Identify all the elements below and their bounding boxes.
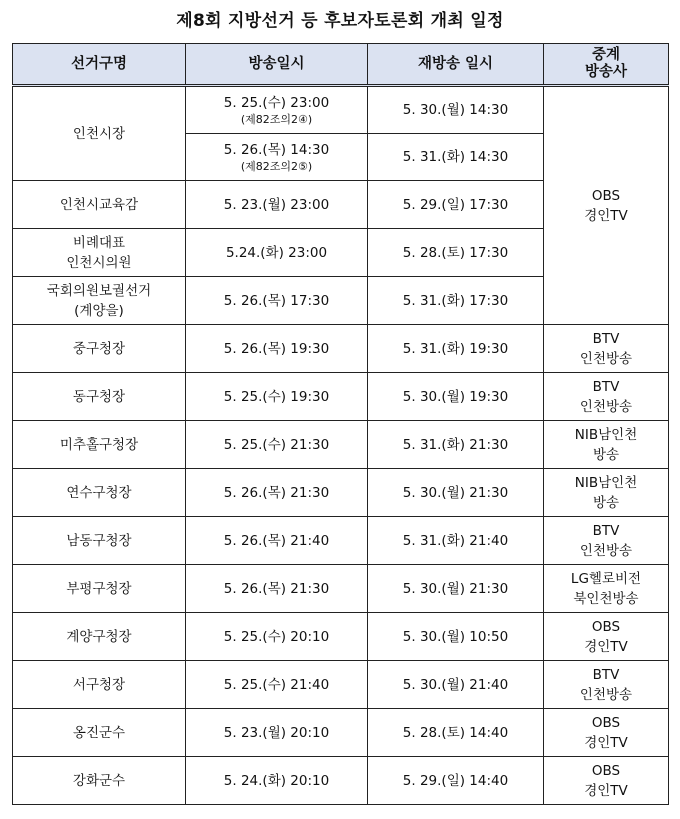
broadcaster <box>544 661 669 709</box>
broadcast-time-text: 5. 26.(목) 14:30 <box>223 142 330 158</box>
broadcast-time: 5.24.(화) 23:00 <box>186 229 368 277</box>
broadcast-time: 5. 26.(목) 21:40 <box>186 517 368 565</box>
rebroadcast-time: 5. 31.(화) 19:30 <box>368 325 544 373</box>
broadcaster-line1: BTV <box>592 522 620 539</box>
broadcaster <box>544 421 669 469</box>
election-name-line2: 인천시의원 <box>66 254 132 271</box>
broadcast-time: 5. 25.(수) 21:30 <box>186 421 368 469</box>
broadcast-time: 5. 25.(수) 20:10 <box>186 613 368 661</box>
header-election: 선거구명 <box>13 44 186 86</box>
broadcaster-line2: 경인TV <box>584 734 628 751</box>
broadcast-time: 5. 26.(목) 21:30 <box>186 565 368 613</box>
table-row <box>13 709 669 757</box>
election-name: 연수구청장 <box>13 469 186 517</box>
election-name: 남동구청장 <box>13 517 186 565</box>
rebroadcast-time: 5. 30.(월) 10:50 <box>368 613 544 661</box>
table-row <box>13 565 669 613</box>
rebroadcast-time: 5. 31.(화) 17:30 <box>368 277 544 325</box>
table-row <box>13 661 669 709</box>
rebroadcast-time: 5. 30.(월) 19:30 <box>368 373 544 421</box>
rebroadcast-time: 5. 31.(화) 21:30 <box>368 421 544 469</box>
election-name: 동구청장 <box>13 373 186 421</box>
broadcaster <box>544 565 669 613</box>
broadcast-note: (제82조의2④) <box>240 113 313 126</box>
broadcaster <box>544 469 669 517</box>
broadcast-time: 5. 24.(화) 20:10 <box>186 757 368 805</box>
election-name: 미추홀구청장 <box>13 421 186 469</box>
broadcaster <box>544 709 669 757</box>
broadcast-note: (제82조의2⑤) <box>240 160 313 173</box>
rebroadcast-time: 5. 29.(일) 17:30 <box>368 181 544 229</box>
election-name: 계양구청장 <box>13 613 186 661</box>
table-row <box>13 325 669 373</box>
table-row <box>13 517 669 565</box>
rebroadcast-time: 5. 30.(월) 21:30 <box>368 565 544 613</box>
header-row <box>13 44 669 86</box>
broadcaster-line1: NIB남인천 <box>574 426 638 443</box>
header-broadcaster-line2: 방송사 <box>584 64 628 80</box>
broadcast-time: 5. 23.(월) 23:00 <box>186 181 368 229</box>
broadcaster-line1: OBS <box>591 762 621 779</box>
election-name-line1: 비례대표 <box>72 234 126 251</box>
table-row <box>13 613 669 661</box>
broadcaster <box>544 757 669 805</box>
election-name: 서구청장 <box>13 661 186 709</box>
election-name-line1: 국회의원보궐선거 <box>46 282 152 299</box>
broadcaster-line2: 경인TV <box>584 638 628 655</box>
broadcaster-line1: NIB남인천 <box>574 474 638 491</box>
rebroadcast-time: 5. 30.(월) 21:30 <box>368 469 544 517</box>
broadcaster-line2: 인천방송 <box>579 350 633 367</box>
broadcaster-line2: 인천방송 <box>579 542 633 559</box>
election-name: 부평구청장 <box>13 565 186 613</box>
broadcaster-line1: OBS <box>591 618 621 635</box>
broadcaster-line1: BTV <box>592 330 620 347</box>
broadcast-time <box>186 134 368 181</box>
rebroadcast-time: 5. 28.(토) 14:40 <box>368 709 544 757</box>
table-row <box>13 373 669 421</box>
rebroadcast-time: 5. 28.(토) 17:30 <box>368 229 544 277</box>
broadcaster-line1: BTV <box>592 666 620 683</box>
header-broadcast: 방송일시 <box>186 44 368 86</box>
broadcaster <box>544 373 669 421</box>
broadcaster <box>544 325 669 373</box>
broadcast-time: 5. 26.(목) 21:30 <box>186 469 368 517</box>
broadcaster-line2: 방송 <box>592 446 620 463</box>
header-broadcaster-line1: 중계 <box>591 47 620 63</box>
election-name: 옹진군수 <box>13 709 186 757</box>
election-name <box>13 229 186 277</box>
broadcaster-line2: 경인TV <box>584 207 628 224</box>
election-name: 인천시교육감 <box>13 181 186 229</box>
broadcaster-line1: OBS <box>591 187 621 204</box>
rebroadcast-time: 5. 30.(월) 21:40 <box>368 661 544 709</box>
broadcaster-line1: BTV <box>592 378 620 395</box>
broadcaster-line2: 인천방송 <box>579 398 633 415</box>
broadcast-time: 5. 23.(월) 20:10 <box>186 709 368 757</box>
election-name <box>13 277 186 325</box>
election-name: 인천시장 <box>13 86 186 181</box>
election-name: 강화군수 <box>13 757 186 805</box>
broadcast-time-text: 5. 25.(수) 23:00 <box>223 95 330 111</box>
broadcaster-line2: 인천방송 <box>579 686 633 703</box>
table-row <box>13 757 669 805</box>
election-name: 중구청장 <box>13 325 186 373</box>
broadcaster-line1: LG헬로비전 <box>570 570 642 587</box>
table-row <box>13 421 669 469</box>
rebroadcast-time: 5. 31.(화) 21:40 <box>368 517 544 565</box>
broadcast-time: 5. 26.(목) 17:30 <box>186 277 368 325</box>
broadcaster-line2: 방송 <box>592 494 620 511</box>
page-title: 제8회 지방선거 등 후보자토론회 개최 일정 <box>176 11 504 31</box>
schedule-table <box>12 43 669 805</box>
broadcaster-line2: 북인천방송 <box>573 590 639 607</box>
broadcaster-line1: OBS <box>591 714 621 731</box>
broadcaster-merged <box>544 86 669 325</box>
table-row <box>13 469 669 517</box>
broadcaster-line2: 경인TV <box>584 782 628 799</box>
broadcast-time: 5. 26.(목) 19:30 <box>186 325 368 373</box>
election-name-line2: (계양을) <box>74 302 124 319</box>
header-broadcaster <box>544 44 669 86</box>
rebroadcast-time: 5. 31.(화) 14:30 <box>368 134 544 181</box>
table-row <box>13 86 669 134</box>
rebroadcast-time: 5. 30.(월) 14:30 <box>368 86 544 134</box>
broadcast-time <box>186 86 368 134</box>
broadcaster <box>544 517 669 565</box>
broadcaster <box>544 613 669 661</box>
broadcast-time: 5. 25.(수) 19:30 <box>186 373 368 421</box>
header-rebroadcast: 재방송 일시 <box>368 44 544 86</box>
broadcast-time: 5. 25.(수) 21:40 <box>186 661 368 709</box>
rebroadcast-time: 5. 29.(일) 14:40 <box>368 757 544 805</box>
